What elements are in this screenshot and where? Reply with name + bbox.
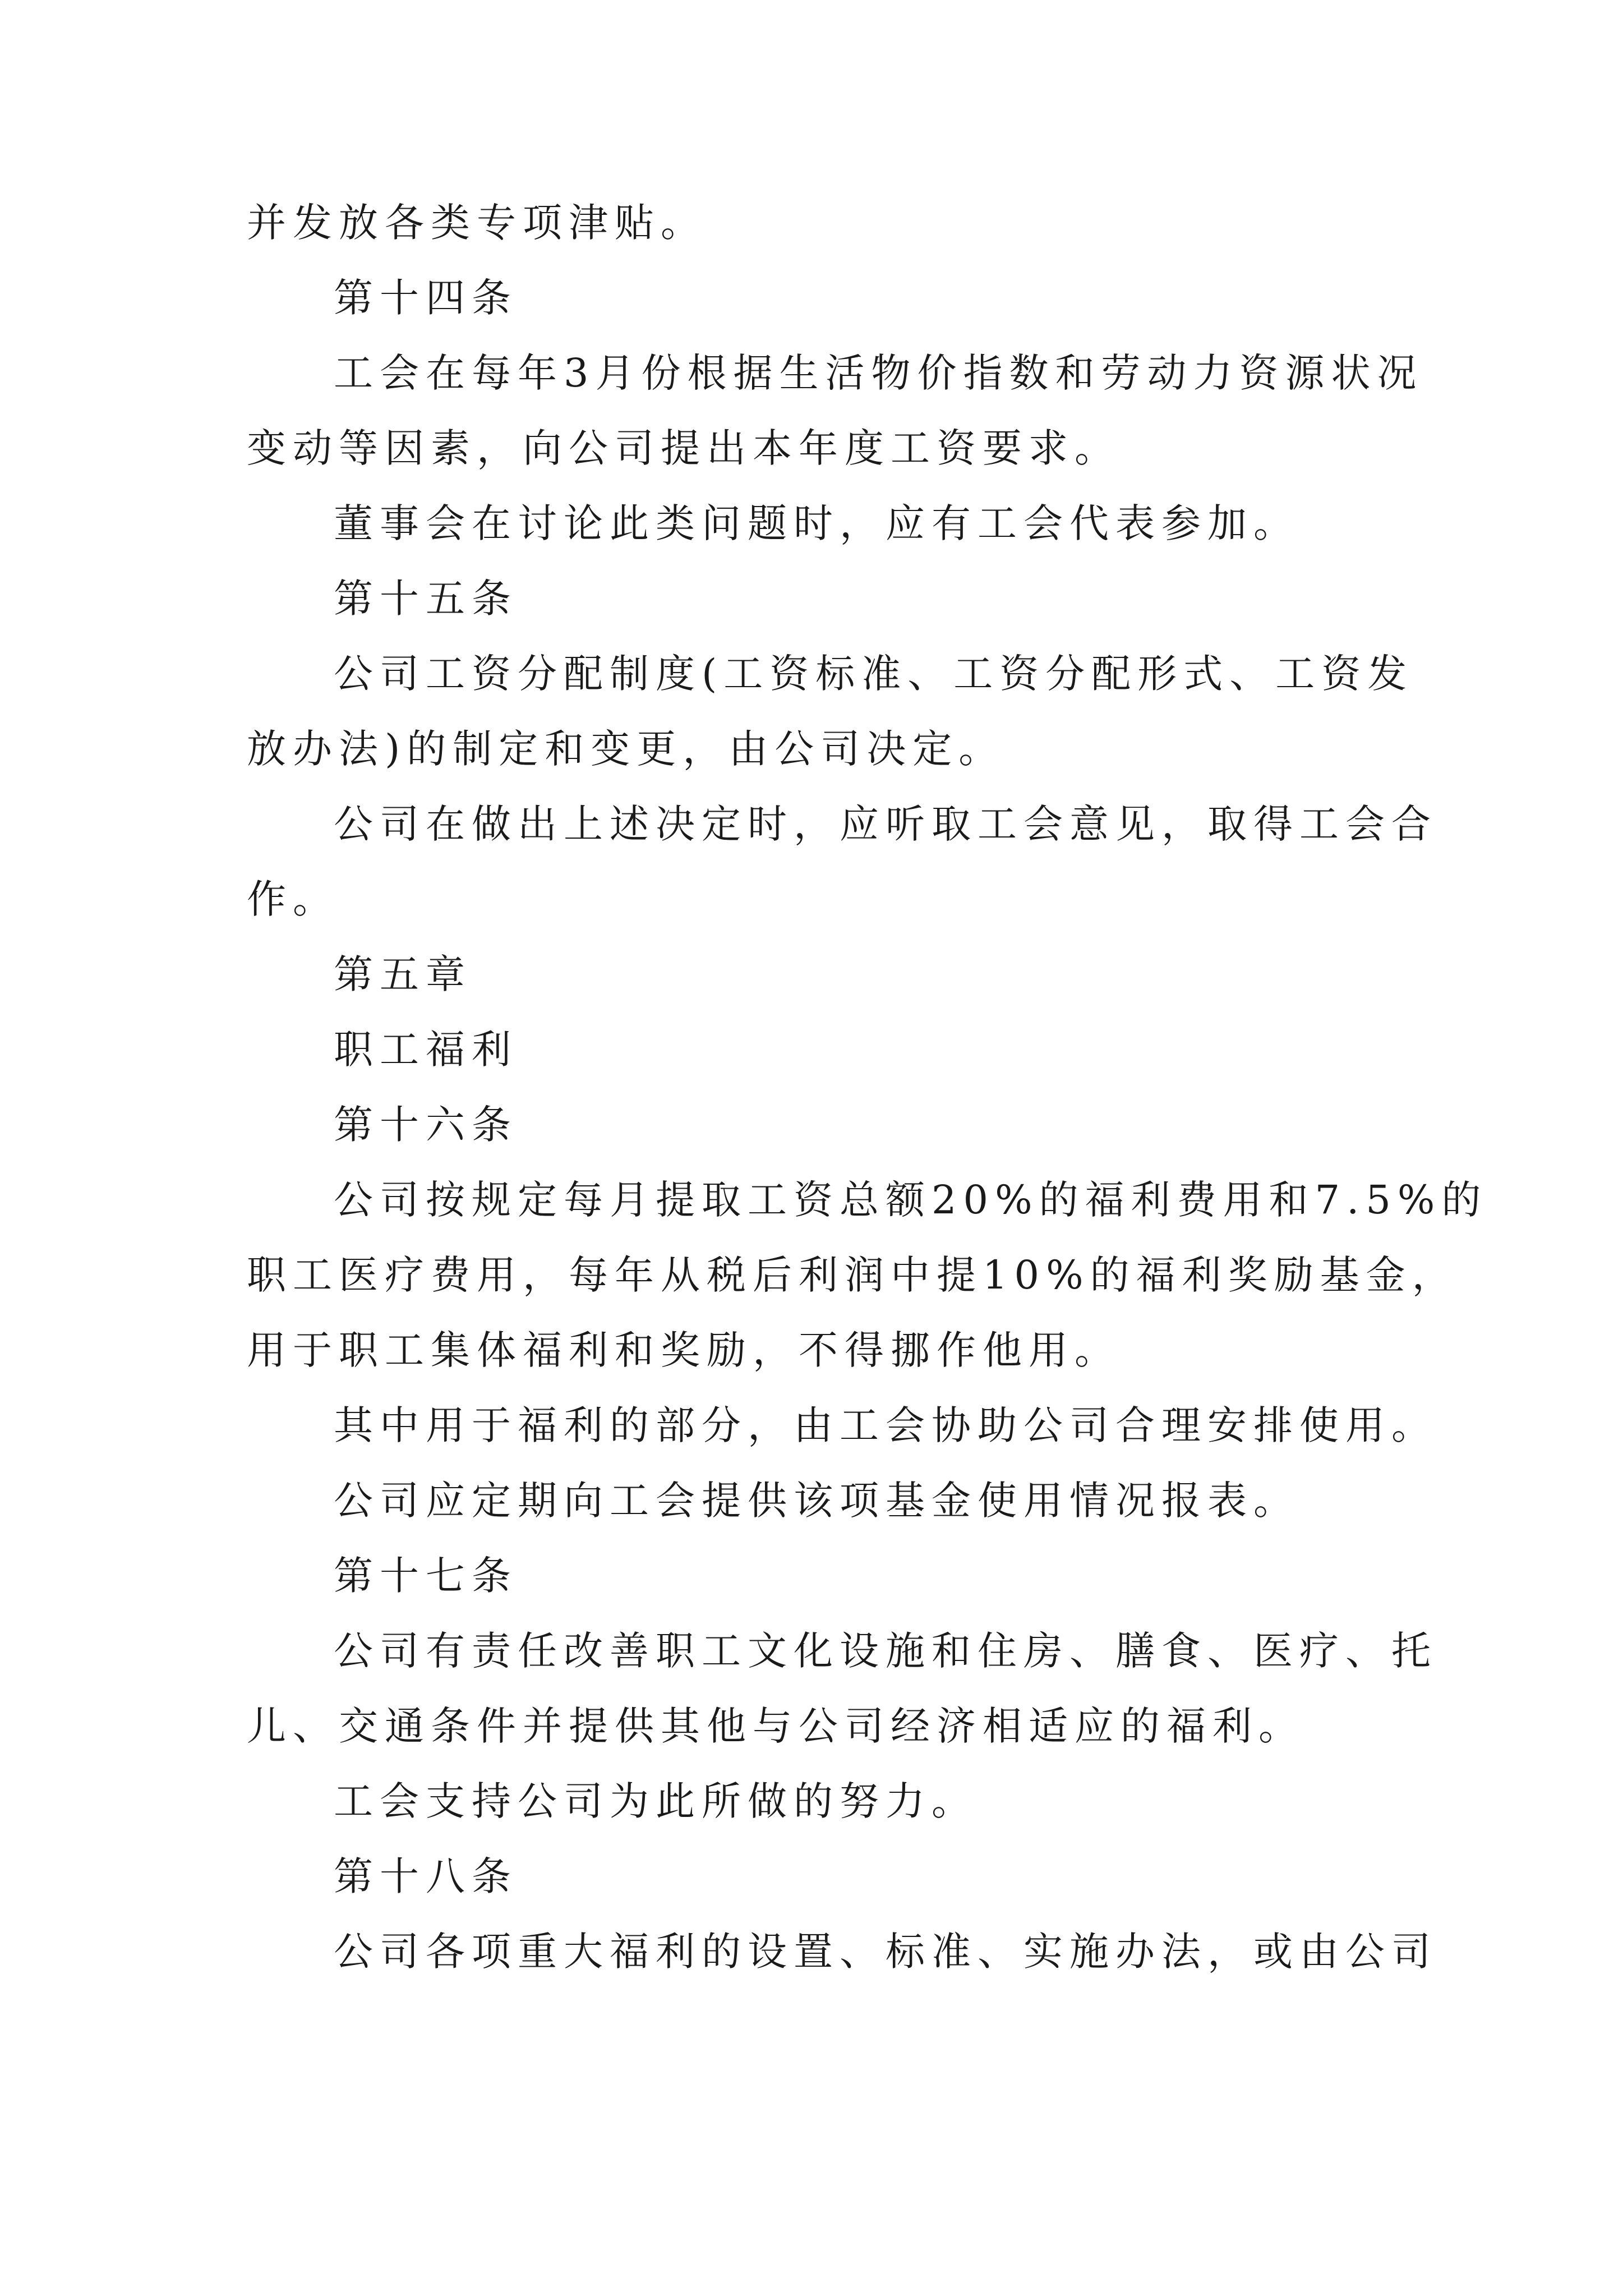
paragraph-line: 公司应定期向工会提供该项基金使用情况报表。 (334, 1478, 1299, 1524)
article-heading: 第十六条 (334, 1102, 518, 1148)
paragraph-line: 公司工资分配制度(工资标准、工资分配形式、工资发 (334, 651, 1414, 697)
paragraph-line: 并发放各类专项津贴。 (247, 200, 707, 246)
paragraph-line: 工会支持公司为此所做的努力。 (334, 1778, 978, 1824)
paragraph-line: 放办法)的制定和变更，由公司决定。 (247, 726, 1005, 772)
paragraph-line: 用于职工集体福利和奖励，不得挪作他用。 (247, 1327, 1121, 1373)
paragraph-line: 其中用于福利的部分，由工会协助公司合理安排使用。 (334, 1402, 1437, 1448)
paragraph-line: 公司按规定每月提取工资总额20%的福利费用和7.5%的 (334, 1177, 1488, 1223)
chapter-heading: 第五章 (334, 951, 472, 997)
paragraph-line: 董事会在讨论此类问题时，应有工会代表参加。 (334, 500, 1299, 546)
paragraph-line: 作。 (247, 876, 339, 922)
paragraph-line: 变动等因素，向公司提出本年度工资要求。 (247, 425, 1121, 471)
paragraph-line: 公司各项重大福利的设置、标准、实施办法，或由公司 (334, 1929, 1437, 1975)
article-heading: 第十七条 (334, 1553, 518, 1599)
paragraph-line: 职工医疗费用，每年从税后利润中提10%的福利奖励基金， (247, 1252, 1458, 1298)
paragraph-line: 公司在做出上述决定时，应听取工会意见，取得工会合 (334, 801, 1437, 847)
article-heading: 第十四条 (334, 275, 518, 321)
document-body (247, 199, 1488, 2003)
paragraph-line: 儿、交通条件并提供其他与公司经济相适应的福利。 (247, 1703, 1304, 1749)
chapter-title: 职工福利 (334, 1027, 518, 1073)
article-heading: 第十五条 (334, 576, 518, 622)
article-heading: 第十八条 (334, 1853, 518, 1899)
paragraph-line: 公司有责任改善职工文化设施和住房、膳食、医疗、托 (334, 1628, 1437, 1674)
paragraph-line: 工会在每年3月份根据生活物价指数和劳动力资源状况 (334, 350, 1423, 396)
